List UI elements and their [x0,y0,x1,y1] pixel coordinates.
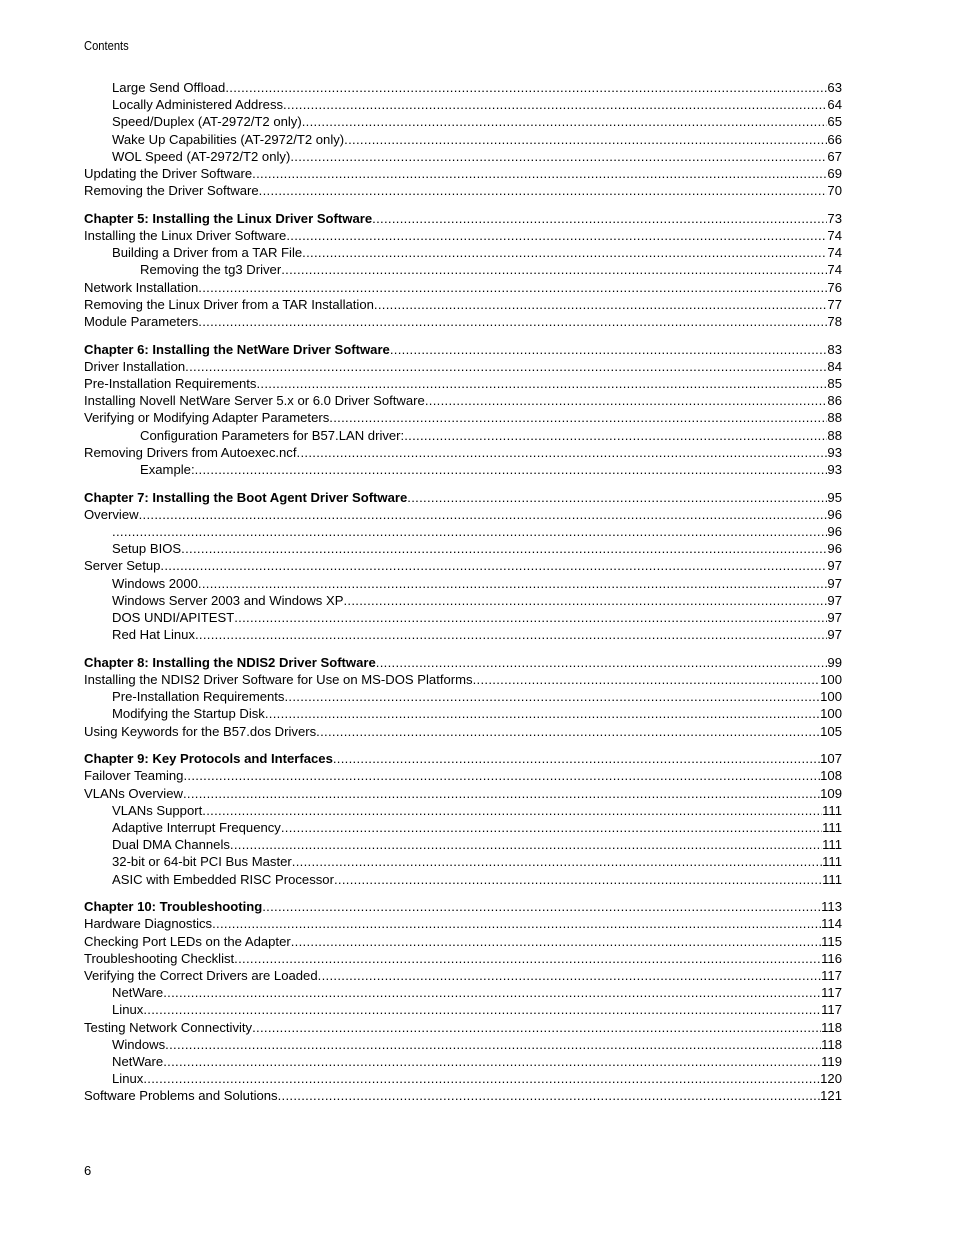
toc-entry-title: Network Installation [84,279,199,295]
toc-entry-title: NetWare [112,1053,164,1069]
toc-entry[interactable] [84,1087,842,1104]
toc-entry-page: 70 [827,183,842,199]
toc-entry[interactable] [84,723,842,740]
toc-entry-title: Chapter 9: Key Protocols and Interfaces [84,751,333,767]
toc-entry-page: 111 [822,854,842,870]
toc-dot-leader [284,688,820,705]
toc-entry-title: Removing Drivers from Autoexec.ncf [84,444,297,460]
toc-dot-leader [278,1087,821,1104]
toc-entry-title: ASIC with Embedded RISC Processor [112,871,334,887]
toc-entry-title: Overview [84,506,139,522]
toc-dot-leader [344,131,827,148]
toc-entry-title: Troubleshooting Checklist [84,950,235,966]
toc-dot-leader [163,984,821,1001]
toc-entry-page: 108 [820,768,842,784]
toc-entry-page: 96 [827,541,842,557]
toc-entry-page: 117 [821,985,842,1001]
toc-entry[interactable] [84,688,842,705]
toc-entry-page: 111 [822,871,842,887]
toc-entry-page: 120 [820,1071,842,1087]
toc-entry[interactable] [84,313,842,330]
toc-dot-leader [297,444,828,461]
toc-dot-leader [185,358,827,375]
toc-entry-title: Failover Teaming [84,768,184,784]
toc-chapter-entry[interactable] [84,341,842,358]
toc-dot-leader [407,489,827,506]
toc-dot-leader [376,654,828,671]
toc-entry-title: WOL Speed (AT-2972/T2 only) [112,148,291,164]
toc-entry-page: 88 [827,427,842,443]
toc-entry-page: 78 [827,313,842,329]
toc-dot-leader [292,853,822,870]
toc-entry-page: 69 [827,165,842,181]
toc-entry[interactable] [84,261,842,278]
toc-entry[interactable] [84,182,842,199]
toc-entry-title: Installing the NDIS2 Driver Software for Use on MS-DOS Platforms [84,672,473,687]
toc-entry[interactable] [84,506,842,523]
toc-entry[interactable] [84,79,842,96]
toc-entry[interactable] [84,967,842,984]
toc-entry-page: 93 [827,444,842,460]
toc-entry[interactable] [84,836,842,853]
toc-dot-leader [112,523,827,540]
toc-dot-leader [198,313,827,330]
toc-entry-page: 119 [821,1053,842,1069]
toc-entry-page: 74 [827,228,842,243]
toc-entry-title: Removing the Driver Software [84,183,259,199]
toc-entry[interactable] [84,575,842,592]
toc-entry[interactable] [84,279,842,296]
toc-entry-title: Dual DMA Channels [112,837,230,853]
toc-entry-page: 100 [820,689,842,705]
toc-dot-leader [372,210,827,227]
toc-entry[interactable] [84,557,842,574]
toc-entry-page: 76 [827,279,842,295]
toc-entry-title: Pre-Installation Requirements [84,376,257,391]
toc-entry-title: Chapter 7: Installing the Boot Agent Driver Software [84,489,408,505]
toc-entry[interactable] [84,296,842,313]
toc-entry[interactable] [84,819,842,836]
toc-dot-leader [195,626,827,643]
toc-entry-title: Installing the Linux Driver Software [84,228,287,243]
toc-dot-leader [230,836,822,853]
toc-dot-leader [139,506,828,523]
toc-dot-leader [252,165,827,182]
toc-chapter-entry[interactable] [84,489,842,506]
toc-entry-page: 117 [821,1002,842,1018]
toc-entry-page: 118 [821,1019,842,1035]
toc-entry-page: 105 [820,723,842,739]
toc-entry-title: Linux [112,1071,144,1087]
toc-dot-leader [202,802,822,819]
toc-entry[interactable] [84,785,842,802]
toc-dot-leader [425,392,828,409]
toc-entry[interactable] [84,358,842,375]
toc-entry-title: Linux [112,1002,144,1018]
toc-dot-leader [195,461,828,478]
toc-dot-leader [256,375,827,392]
toc-entry-page: 97 [827,592,842,608]
toc-entry[interactable] [84,915,842,932]
toc-entry-title: Configuration Parameters for B57.LAN driver: [140,427,405,443]
toc-entry-page: 97 [827,575,842,591]
toc-dot-leader [390,341,828,358]
toc-entry[interactable] [84,409,842,426]
toc-entry-page: 73 [827,210,842,226]
toc-entry-title: Chapter 8: Installing the NDIS2 Driver Software [84,654,376,670]
toc-entry[interactable] [84,523,842,540]
toc-entry-page: 85 [827,376,842,391]
toc-dot-leader [473,671,821,688]
toc-entry-title: NetWare [112,985,164,1001]
toc-dot-leader [234,609,827,626]
toc-entry-title: Setup BIOS [112,541,182,557]
toc-chapter-entry[interactable] [84,654,842,671]
toc-entry-title: Windows 2000 [112,575,198,591]
toc-entry[interactable] [84,427,842,444]
toc-dot-leader [183,785,820,802]
toc-entry-title: Chapter 6: Installing the NetWare Driver Software [84,341,390,357]
toc-entry[interactable] [84,148,842,165]
toc-entry[interactable] [84,375,842,392]
toc-chapter-entry[interactable] [84,750,842,767]
toc-entry-title: Hardware Diagnostics [84,916,213,932]
toc-entry-title: Verifying the Correct Drivers are Loaded [84,968,318,983]
toc-dot-leader [143,1070,820,1087]
toc-dot-leader [265,705,820,722]
toc-entry-title: Removing the Linux Driver from a TAR Installation [84,296,374,312]
toc-entry[interactable] [84,1036,842,1053]
toc-dot-leader [183,767,820,784]
toc-dot-leader [343,592,827,609]
toc-dot-leader [316,723,820,740]
running-header: Contents [84,38,129,53]
toc-entry[interactable] [84,767,842,784]
toc-entry-page: 96 [827,506,842,522]
toc-entry[interactable] [84,984,842,1001]
toc-dot-leader [160,557,827,574]
toc-entry-title: Testing Network Connectivity [84,1019,253,1035]
toc-entry[interactable] [84,1001,842,1018]
toc-dot-leader [302,244,827,261]
toc-entry[interactable] [84,853,842,870]
toc-entry-title: Checking Port LEDs on the Adapter [84,933,291,949]
toc-entry-page: 74 [827,245,842,261]
toc-dot-leader [259,182,828,199]
toc-entry[interactable] [84,950,842,967]
toc-entry-page: 83 [827,341,842,357]
toc-entry-title: Building a Driver from a TAR File [112,245,303,261]
toc-entry-title: Module Parameters [84,313,199,329]
toc-entry-title: Installing Novell NetWare Server 5.x or 6.0 Driver Software [84,393,425,409]
toc-entry-title: Chapter 5: Installing the Linux Driver Software [84,210,373,226]
toc-dot-leader [212,915,821,932]
toc-entry-title: 32-bit or 64-bit PCI Bus Master [112,854,292,870]
toc-entry-title: VLANs Support [112,802,203,818]
toc-entry-page: 114 [821,916,842,932]
toc-entry-title: Removing the tg3 Driver [140,262,282,278]
toc-chapter-entry[interactable] [84,210,842,227]
toc-entry-page: 107 [820,751,842,767]
toc-entry[interactable] [84,671,842,688]
toc-dot-leader [262,898,821,915]
toc-entry[interactable] [84,933,842,950]
toc-dot-leader [374,296,828,313]
toc-entry-page: 74 [827,262,842,278]
toc-entry[interactable] [84,1053,842,1070]
toc-dot-leader [291,933,821,950]
toc-dot-leader [283,96,827,113]
toc-dot-leader [234,950,821,967]
toc-entry-page: 88 [827,410,842,426]
toc-dot-leader [290,148,827,165]
toc-entry-title: Modifying the Startup Disk [112,706,265,722]
toc-dot-leader [281,261,827,278]
toc-entry-page: 84 [827,358,842,374]
toc-chapter-entry[interactable] [84,898,842,915]
toc-entry-page: 111 [822,837,842,853]
toc-entry-title: Verifying or Modifying Adapter Parameters [84,410,330,426]
toc-entry[interactable] [84,540,842,557]
toc-entry-page: 116 [821,950,842,966]
toc-entry[interactable] [84,392,842,409]
toc-entry-title: Adaptive Interrupt Frequency [112,820,281,835]
toc-entry-title: Driver Installation [84,358,186,374]
toc-dot-leader [281,819,822,836]
toc-entry-title: Locally Administered Address [112,97,284,113]
toc-entry[interactable] [84,461,842,478]
toc-entry-page: 66 [827,131,842,147]
toc-dot-leader [163,1053,821,1070]
toc-entry[interactable] [84,1070,842,1087]
toc-dot-leader [198,575,828,592]
toc-entry-title: Wake Up Capabilities (AT-2972/T2 only) [112,131,345,147]
toc-entry-title: VLANs Overview [84,785,183,801]
toc-entry[interactable] [84,609,842,626]
toc-entry-title: Windows Server 2003 and Windows XP [112,592,344,608]
toc-dot-leader [334,871,822,888]
toc-entry[interactable] [84,1019,842,1036]
toc-entry-title: DOS UNDI/APITEST [112,609,235,625]
toc-entry-page: 113 [821,899,842,915]
toc-entry-page: 115 [821,933,842,949]
toc-entry-title: Pre-Installation Requirements [112,689,285,705]
toc-entry[interactable] [84,705,842,722]
toc-entry-title: Red Hat Linux [112,627,195,643]
toc-entry-page: 121 [820,1088,842,1104]
toc-entry[interactable] [84,871,842,888]
toc-entry-page: 109 [820,785,842,801]
toc-entry-page: 117 [821,968,842,983]
toc-dot-leader [286,227,827,244]
toc-dot-leader [198,279,827,296]
toc-entry[interactable] [84,113,842,130]
toc-entry-title: Using Keywords for the B57.dos Drivers [84,723,317,739]
toc-entry-page: 86 [827,393,842,409]
toc-entry-title: Software Problems and Solutions [84,1088,278,1104]
toc-dot-leader [302,113,828,130]
toc-dot-leader [252,1019,821,1036]
toc-entry-page: 65 [827,114,842,130]
toc-entry[interactable] [84,802,842,819]
toc-dot-leader [329,409,827,426]
toc-dot-leader [318,967,822,984]
toc-entry-page: 97 [827,609,842,625]
toc-entry-page: 100 [820,672,842,687]
toc-entry[interactable] [84,592,842,609]
toc-entry-title: Example: [140,461,195,477]
toc-entry[interactable] [84,444,842,461]
toc-entry-page: 77 [827,296,842,312]
toc-dot-leader [181,540,827,557]
toc-entry-page: 64 [827,97,842,113]
toc-entry-title: Large Send Offload [112,80,226,95]
toc-entry-page: 97 [827,627,842,643]
toc-entry[interactable] [84,96,842,113]
toc-dot-leader [143,1001,821,1018]
toc-entry-title: Updating the Driver Software [84,165,253,181]
toc-entry-page: 111 [822,820,842,835]
toc-entry-title: Server Setup [84,558,161,574]
toc-entry[interactable] [84,131,842,148]
toc-entry[interactable] [84,227,842,244]
toc-entry-page: 118 [821,1036,842,1052]
toc-entry-page: 99 [827,654,842,670]
toc-entry-page: 93 [827,461,842,477]
toc-entry-page: 95 [827,489,842,505]
toc-dot-leader [165,1036,821,1053]
toc-entry-title: Chapter 10: Troubleshooting [84,899,263,915]
toc-dot-leader [333,750,820,767]
toc-entry-page: 96 [827,524,842,539]
page-number: 6 [84,1163,92,1178]
toc-entry-page: 63 [827,80,842,95]
toc-entry[interactable] [84,626,842,643]
toc-entry-page: 111 [822,802,842,818]
table-of-contents [84,79,842,1105]
toc-entry-page: 97 [827,558,842,574]
toc-entry-page: 67 [827,148,842,164]
toc-entry-title: Windows [112,1036,166,1052]
toc-entry-page: 100 [820,706,842,722]
toc-dot-leader [404,427,827,444]
toc-entry[interactable] [84,165,842,182]
toc-entry-title: Speed/Duplex (AT-2972/T2 only) [112,114,302,130]
toc-entry[interactable] [84,244,842,261]
toc-dot-leader [225,79,827,96]
